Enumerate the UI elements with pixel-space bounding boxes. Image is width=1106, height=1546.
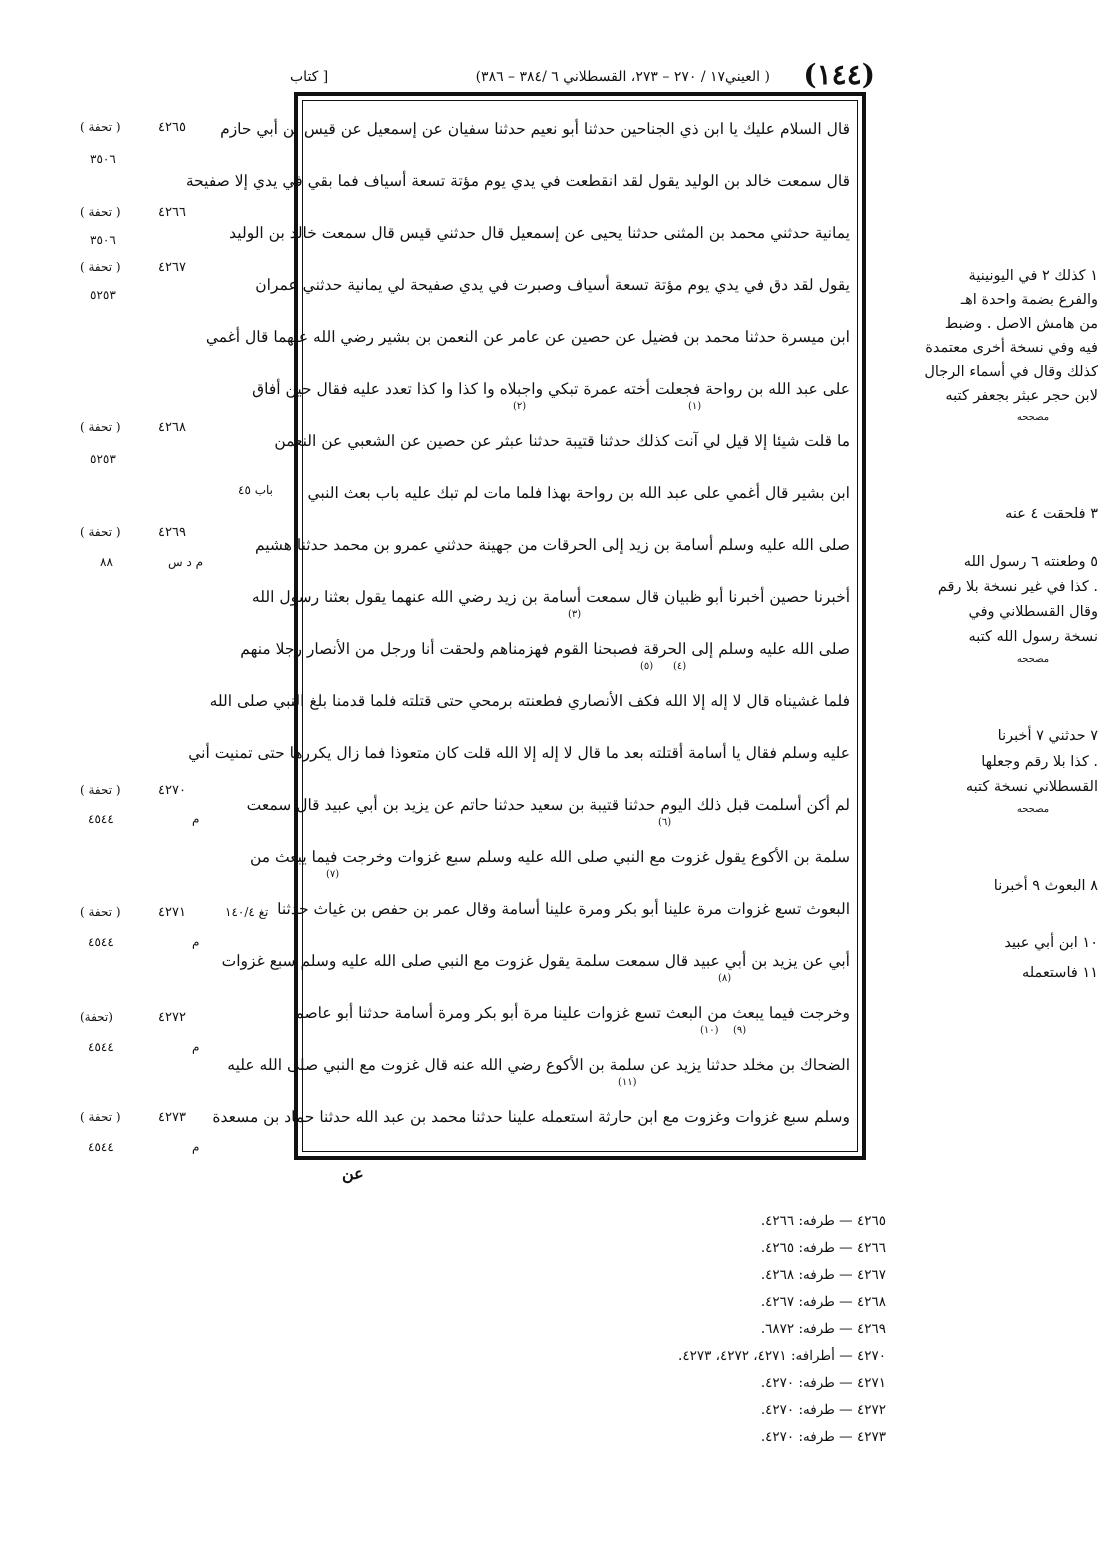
collection-codes: م د س	[168, 555, 204, 569]
margin-note: ٥ وطعنته ٦ رسول الله	[963, 554, 1098, 570]
text-line: فلما غشيناه قال لا إله إلا الله فكف الأنصاري فطعنته برمحي حتى قتلته فلما قدمنا بلغ النبي صلى الله	[209, 692, 850, 710]
tuhfa-tag: ( تحفة )	[80, 205, 121, 219]
text-line: ما قلت شيئا إلا قيل لي آنت كذلك حدثنا قتيبة حدثنا عبثر عن حصين عن الشعبي عن النعمن	[274, 432, 850, 450]
footer-line: ٤٢٧١ — طرفه: ٤٢٧٠.	[760, 1375, 886, 1391]
text-line: أبي عن يزيد بن أبي عبيد قال سمعت سلمة يقول غزوت مع النبي صلى الله عليه وسلم سبع غزوات	[221, 952, 850, 970]
hadith-number: ٤٢٧١	[158, 905, 186, 920]
margin-note: كذلك وقال في أسماء الرجال	[924, 364, 1098, 380]
text-line: ابن بشير قال أغمي على عبد الله بن رواحة بهذا فلما مات لم تبك عليه باب بعث النبي	[307, 484, 850, 502]
page-header	[290, 58, 875, 92]
margin-note: ٧ حدثني ٧ أخبرنا	[997, 728, 1098, 744]
tuhfa-tag: ( تحفة )	[80, 525, 121, 539]
tuhfa-tag: ( تحفة )	[80, 420, 121, 434]
text-line: الضحاك بن مخلد حدثنا يزيد عن سلمة بن الأكوع رضي الله عنه قال غزوت مع النبي صلى الله عليه	[227, 1056, 850, 1074]
footer-line: ٤٢٧٣ — طرفه: ٤٢٧٠.	[760, 1429, 886, 1445]
text-line: قال السلام عليك يا ابن ذي الجناحين حدثنا أبو نعيم حدثنا سفيان عن إسمعيل عن قيس بن أبي حازم	[220, 120, 850, 138]
text-line: ابن ميسرة حدثنا محمد بن فضيل عن حصين عن عامر عن النعمن بن بشير رضي الله عنهما قال أغمي	[205, 328, 850, 346]
collection-codes: م	[192, 1040, 200, 1054]
footer-line: ٤٢٧٠ — أطرافه: ٤٢٧١، ٤٢٧٢، ٤٢٧٣.	[678, 1348, 886, 1364]
footer-line: ٤٢٦٨ — طرفه: ٤٢٦٧.	[760, 1294, 886, 1310]
footnote-marker: (٤)	[673, 661, 687, 672]
margin-note: القسطلاني نسخة كتبه	[965, 779, 1098, 795]
text-line: يمانية حدثني محمد بن المثنى حدثنا يحيى عن إسمعيل قال حدثني قيس قال سمعت خالد بن الوليد	[229, 224, 850, 242]
footnote-marker: (٥)	[640, 661, 654, 672]
tuhfa-number: ٤٥٤٤	[88, 1140, 114, 1154]
margin-note: ٨ البعوث ٩ أخبرنا	[993, 878, 1098, 894]
margin-note: والفرع بضمة واحدة اهـ	[960, 292, 1098, 308]
hadith-number: ٤٢٧٠	[158, 783, 186, 798]
footnote-marker: (١١)	[618, 1077, 637, 1088]
tuhfa-number: ٥٢٥٣	[90, 288, 116, 302]
footer-line: ٤٢٦٧ — طرفه: ٤٢٦٨.	[760, 1267, 886, 1283]
margin-note: نسخة رسول الله كتبه	[968, 629, 1098, 645]
text-line: يقول لقد دق في يدي يوم مؤتة تسعة أسياف وصبرت في يدي صفيحة لي يمانية حدثني عمران	[255, 276, 850, 294]
page-number: (١٤٤)	[803, 58, 875, 91]
book-title: [ كتاب	[290, 69, 329, 85]
tuhfa-number: ٨٨	[100, 555, 113, 569]
footnote-marker: (٧)	[326, 869, 340, 880]
text-line: وسلم سبع غزوات وغزوت مع ابن حارثة استعمله علينا حدثنا محمد بن عبد الله حدثنا حماد بن مسعدة	[212, 1108, 850, 1126]
text-line: عليه وسلم فقال يا أسامة أقتلته بعد ما قال لا إله إلا الله قلت كان متعوذا فما زال يكررها حتى تمنيت أني	[188, 744, 850, 762]
hadith-number: ٤٢٦٥	[158, 120, 186, 135]
margin-note: . كذا في غير نسخة بلا رقم	[937, 579, 1098, 595]
hadith-number: ٤٢٧٢	[158, 1010, 186, 1025]
hadith-number: ٤٢٦٨	[158, 420, 186, 435]
margin-note: ١٠ ابن أبي عبيد	[1004, 935, 1098, 951]
margin-note: من هامش الاصل . وضبط	[944, 316, 1098, 332]
margin-note: ١ كذلك ٢ في اليونينية	[968, 268, 1098, 284]
hadith-number: ٤٢٧٣	[158, 1110, 186, 1125]
margin-note-signature: مصححه	[1016, 412, 1050, 423]
collection-codes: م	[192, 1140, 200, 1154]
footer-cross-references	[406, 1208, 886, 1451]
tuhfa-tag: ( تحفة )	[80, 120, 121, 134]
text-line: قال سمعت خالد بن الوليد يقول لقد انقطعت في يدي يوم مؤتة تسعة أسياف فما بقي في يدي إلا صفيحة	[185, 172, 850, 190]
footer-line: ٤٢٦٩ — طرفه: ٦٨٧٢.	[760, 1321, 886, 1337]
footnote-marker: (٨)	[718, 973, 732, 984]
collection-codes: م	[192, 812, 200, 826]
footnote-marker: (١٠)	[700, 1025, 719, 1036]
margin-note: ٣ فلحقت ٤ عنه	[1005, 506, 1098, 522]
margin-note: وقال القسطلاني وفي	[968, 604, 1098, 620]
footnote-marker: (٩)	[733, 1025, 747, 1036]
text-line: البعوث تسع غزوات مرة علينا أبو بكر ومرة علينا أسامة وقال عمر بن حفص بن غياث حدثنا	[277, 900, 850, 918]
hadith-number: ٤٢٦٦	[158, 205, 186, 220]
tuhfa-tag: ( تحفة )	[80, 260, 121, 274]
tuhfa-number: ٤٥٤٤	[88, 935, 114, 949]
footer-line: ٤٢٦٥ — طرفه: ٤٢٦٦.	[760, 1213, 886, 1229]
header-references: ( العيني١٧ / ٢٧٠ – ٢٧٣، القسطلاني ٦ /٣٨٤ – ٣٨٦)	[475, 69, 770, 85]
tuhfa-tag: ( تحفة )	[80, 783, 121, 797]
hadith-number: ٤٢٦٧	[158, 260, 186, 275]
margin-note: ١١ فاستعمله	[1021, 965, 1098, 981]
footnote-marker: (٢)	[513, 401, 527, 412]
text-line: سلمة بن الأكوع يقول غزوت مع النبي صلى الله عليه وسلم سبع غزوات وخرجت فيما يبعث من	[249, 848, 850, 866]
tuhfa-number: ٣٥٠٦	[90, 233, 116, 247]
tuhfa-tag: (تحفة)	[80, 1010, 113, 1024]
text-line: على عبد الله بن رواحة فجعلت أخته عمرة تبكي واجبلاه وا كذا وا كذا تعدد عليه فقال حين أفاق	[252, 380, 850, 398]
tuhfa-tag: ( تحفة )	[80, 905, 121, 919]
text-line: صلى الله عليه وسلم إلى الحرقة فصبحنا القوم فهزمناهم ولحقت أنا ورجل من الأنصار رجلا منهم	[240, 640, 850, 658]
margin-note: فيه وفي نسخة أخرى معتمدة	[925, 340, 1098, 356]
footer-line: ٤٢٧٢ — طرفه: ٤٢٧٠.	[760, 1402, 886, 1418]
hadith-number: ٤٢٦٩	[158, 525, 186, 540]
margin-note: . كذا بلا رقم وجعلها	[981, 754, 1098, 770]
catchword: عن	[342, 1164, 364, 1183]
tuhfa-number: ٣٥٠٦	[90, 152, 116, 166]
footer-line: ٤٢٦٦ — طرفه: ٤٢٦٥.	[760, 1240, 886, 1256]
text-line: أخبرنا حصين أخبرنا أبو ظبيان قال سمعت أسامة بن زيد رضي الله عنهما يقول بعثنا رسول الله	[251, 588, 850, 606]
footnote-marker: (١)	[688, 401, 702, 412]
tuhfa-number: ٤٥٤٤	[88, 1040, 114, 1054]
tagh-reference: تغ ١٤٠/٤	[225, 905, 269, 919]
tuhfa-number: ٤٥٤٤	[88, 812, 114, 826]
text-line: لم أكن أسلمت قبل ذلك اليوم حدثنا قتيبة بن سعيد حدثنا حاتم عن يزيد بن أبي عبيد قال سمعت	[246, 796, 850, 814]
bab-number: باب ٤٥	[238, 483, 273, 497]
text-line: صلى الله عليه وسلم أسامة بن زيد إلى الحرقات من جهينة حدثني عمرو بن محمد حدثنا هشيم	[254, 536, 850, 554]
margin-note-signature: مصححه	[1016, 654, 1050, 665]
margin-note-signature: مصححه	[1016, 804, 1050, 815]
collection-codes: م	[192, 935, 200, 949]
tuhfa-number: ٥٢٥٣	[90, 452, 116, 466]
margin-note: لابن حجر عبثر بجعفر كتبه	[945, 388, 1098, 404]
footnote-marker: (٦)	[658, 817, 672, 828]
text-line: وخرجت فيما يبعث من البعث تسع غزوات علينا مرة أبو بكر ومرة أسامة حدثنا أبو عاصم	[294, 1004, 850, 1022]
footnote-marker: (٣)	[568, 609, 582, 620]
tuhfa-tag: ( تحفة )	[80, 1110, 121, 1124]
